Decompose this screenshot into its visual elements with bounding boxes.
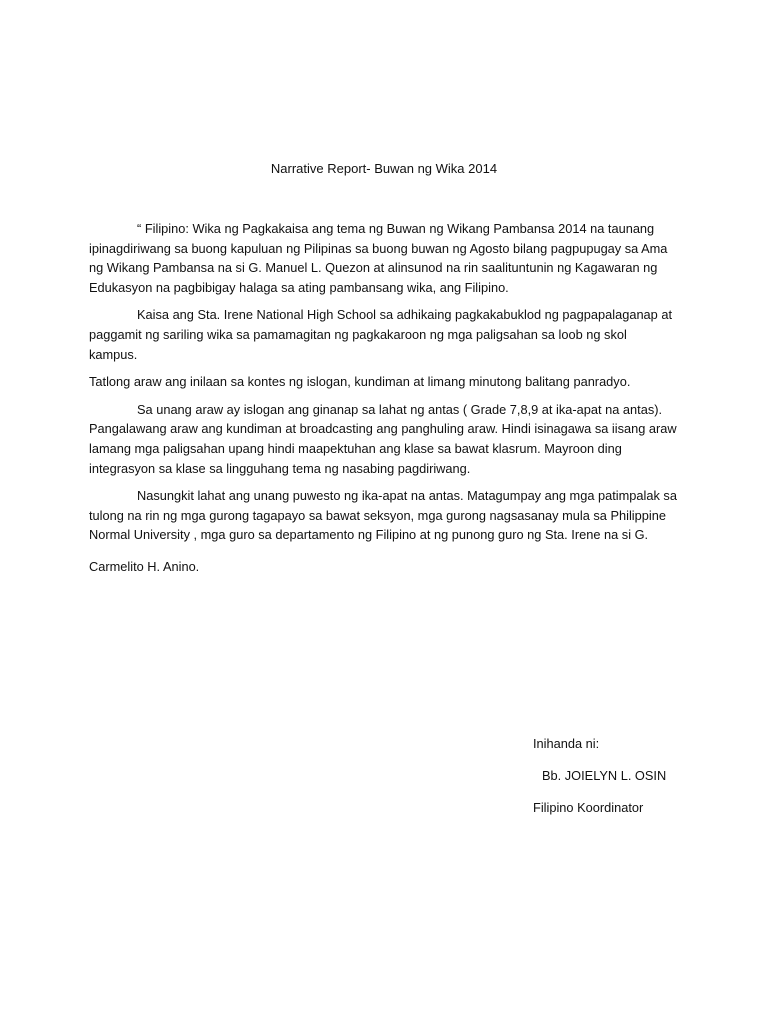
paragraph-principal-name: Carmelito H. Anino. <box>89 558 200 574</box>
document-title: Narrative Report- Buwan ng Wika 2014 <box>270 161 498 176</box>
signatory-name: Bb. JOIELYN L. OSIN <box>542 768 667 783</box>
paragraph-theme: “ Filipino: Wika ng Pagkakaisa ang tema ng Buwan ng Wikang Pambansa 2014 na taunang ipinagdiriwang sa buong kapuluan ng Pilipinas sa buong buwan ng Agosto bilang pagpupugay sa Ama ng Wikang Pambansa na si G. Manuel L. Quezon at alinsunod na rin saalituntunin ng Kagawaran ng Edukasyon na pagbibigay halaga sa ating pambansang wika, ang Filipino. <box>89 221 668 295</box>
document-body <box>89 219 677 585</box>
paragraph-results: Nasungkit lahat ang unang puwesto ng ika-apat na antas. Matagumpay ang mga patimpalak sa tulong na rin ng mga gurong tagapayo sa bawat seksyon, mga gurong nagsasanay mula sa Philippine Normal University , mga guro sa departamento ng Filipino at ng punong guro ng Sta. Irene na si G. <box>89 488 677 543</box>
signatory-position: Filipino Koordinator <box>533 800 644 815</box>
paragraph-contests: Tatlong araw ang inilaan sa kontes ng islogan, kundiman at limang minutong balitang panradyo. <box>89 374 631 390</box>
paragraph-school: Kaisa ang Sta. Irene National High School sa adhikaing pagkakabuklod ng pagpapalaganap at paggamit ng sariling wika sa pamamagitan ng pagkakaroon ng mga paligsahan sa loob ng skol kampus. <box>89 307 673 362</box>
signature-block <box>533 734 753 818</box>
prepared-by-label: Inihanda ni: <box>533 736 600 751</box>
paragraph-schedule: Sa unang araw ay islogan ang ginanap sa lahat ng antas ( Grade 7,8,9 at ika-apat na antas). Pangalawang araw ang kundiman at broadcasting ang panghuling araw. Hindi isinagawa sa iisang araw lamang mga paligsahan upang hindi maapektuhan ang klase sa bawat klasrum. Mayroon ding integrasyon sa klase sa lingguhang tema ng nasabing pagdiriwang. <box>89 401 677 476</box>
